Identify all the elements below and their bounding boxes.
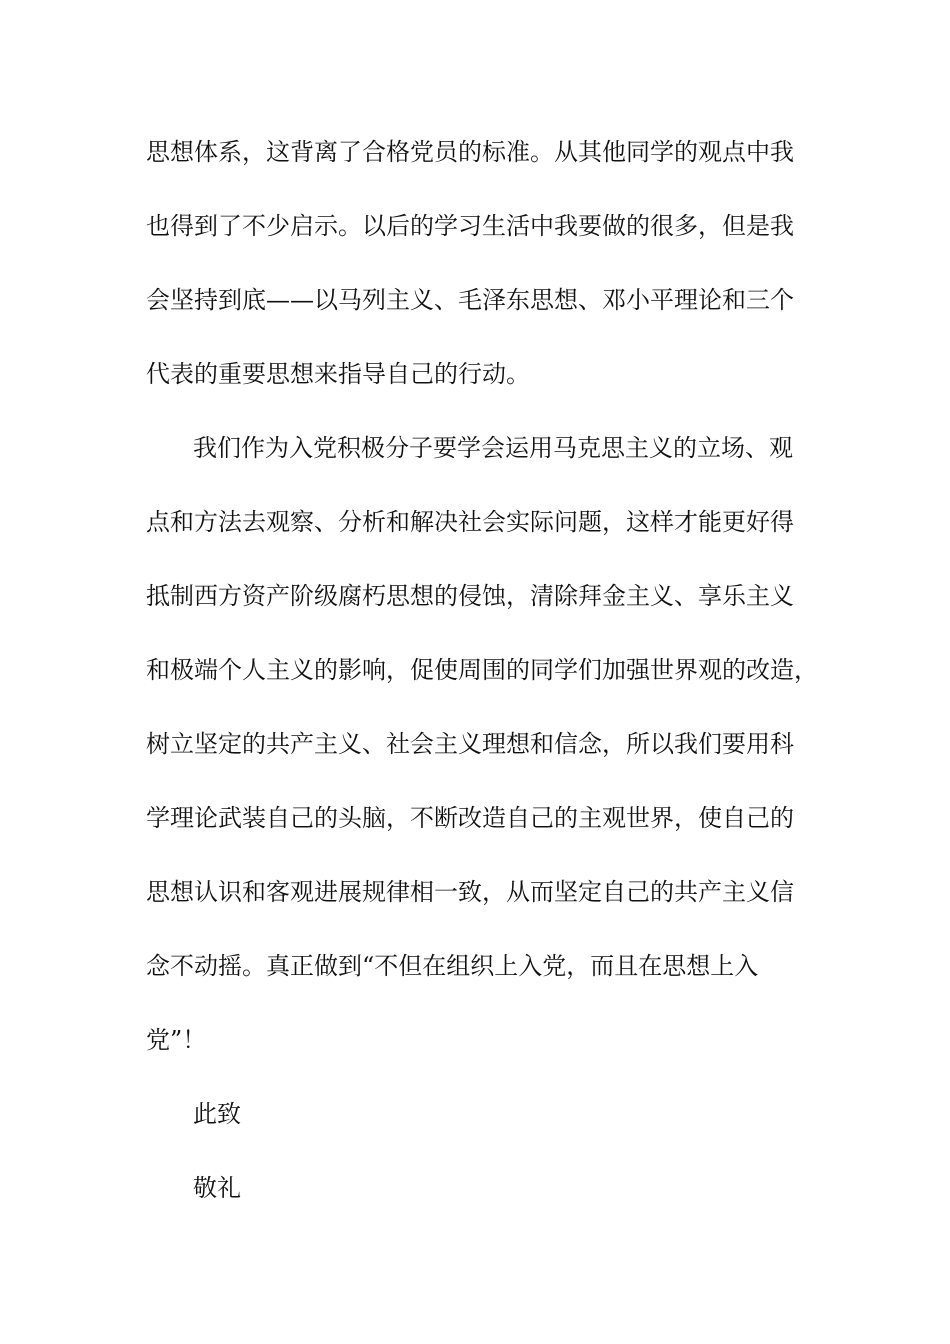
text-line: 和极端个人主义的影响，促使周围的同学们加强世界观的改造， xyxy=(146,656,818,684)
paragraph-first-line: 我们作为入党积极分子要学会运用马克思主义的立场、观 xyxy=(193,434,793,462)
letter-body xyxy=(146,128,826,1238)
closing-salutation: 此致 xyxy=(193,1100,241,1128)
text-line: 点和方法去观察、分析和解决社会实际问题，这样才能更好得 xyxy=(146,508,794,536)
text-line: 思想体系，这背离了合格党员的标准。从其他同学的观点中我 xyxy=(146,138,794,166)
text-line: 代表的重要思想来指导自己的行动。 xyxy=(146,360,530,388)
text-line: 抵制西方资产阶级腐朽思想的侵蚀，清除拜金主义、享乐主义 xyxy=(146,582,794,610)
text-line: 念不动摇。真正做到“不但在组织上入党，而且在思想上入 xyxy=(146,952,759,980)
text-line: 学理论武装自己的头脑，不断改造自己的主观世界，使自己的 xyxy=(146,804,794,832)
text-line: 树立坚定的共产主义、社会主义理想和信念，所以我们要用科 xyxy=(146,730,794,758)
text-line: 思想认识和客观进展规律相一致，从而坚定自己的共产主义信 xyxy=(146,878,794,906)
closing-regards: 敬礼 xyxy=(193,1174,241,1202)
text-line: 也得到了不少启示。以后的学习生活中我要做的很多，但是我 xyxy=(146,212,794,240)
text-line: 会坚持到底——以马列主义、毛泽东思想、邓小平理论和三个 xyxy=(146,286,794,314)
text-line: 党”！ xyxy=(146,1026,207,1054)
